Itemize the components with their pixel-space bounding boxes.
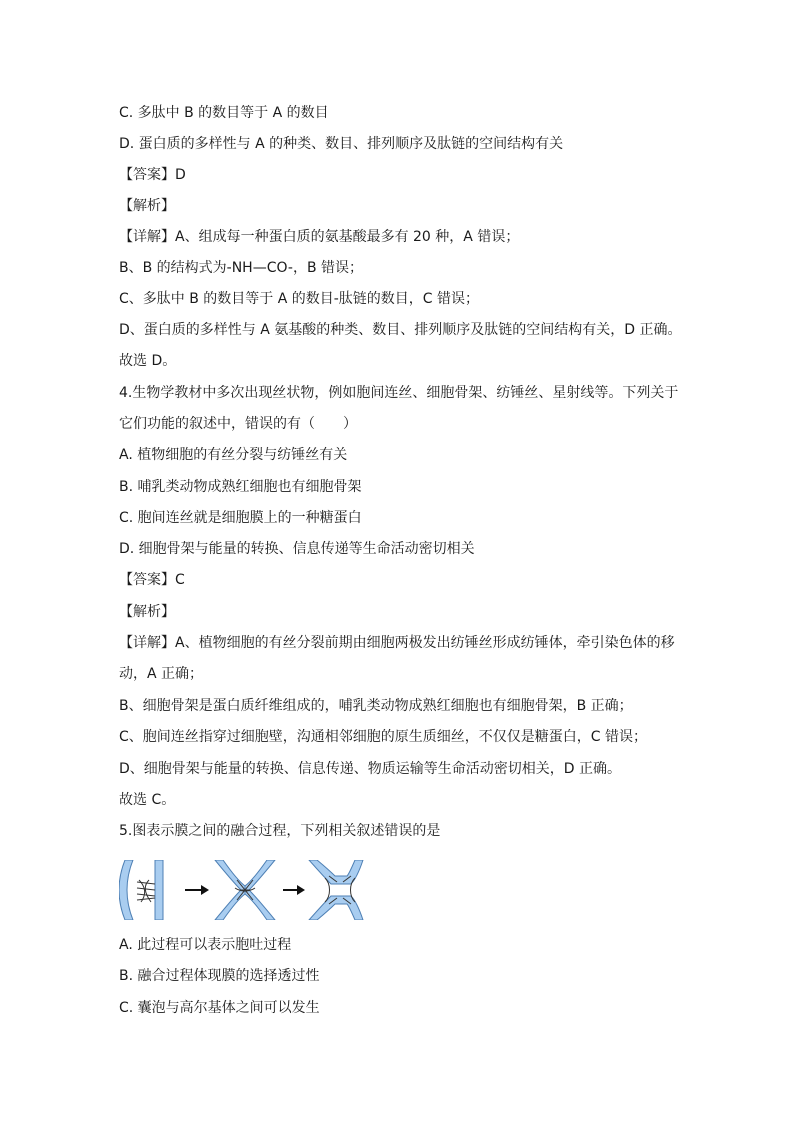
detail-d: D、蛋白质的多样性与 A 氨基酸的种类、数目、排列顺序及肽链的空间结构有关，D 正确。 bbox=[119, 322, 682, 338]
question-5-stem: 5.图表示膜之间的融合过程，下列相关叙述错误的是 bbox=[119, 823, 441, 839]
q4-detail-a-1: 【详解】A、植物细胞的有丝分裂前期由细胞两极发出纺锤丝形成纺锤体，牵引染色体的移 bbox=[119, 635, 675, 651]
fusion-stage-1 bbox=[119, 860, 163, 920]
q5-option-c: C. 囊泡与高尔基体之间可以发生 bbox=[119, 1000, 320, 1016]
q4-conclusion: 故选 C。 bbox=[119, 792, 176, 808]
question-4-line-1: 4.生物学教材中多次出现丝状物，例如胞间连丝、细胞骨架、纺锤丝、星射线等。下列关于 bbox=[119, 385, 679, 401]
membrane-fusion-figure bbox=[119, 860, 364, 920]
arrow-icon bbox=[185, 885, 209, 895]
q5-option-a: A. 此过程可以表示胞吐过程 bbox=[119, 937, 292, 953]
q4-detail-b: B、细胞骨架是蛋白质纤维组成的，哺乳类动物成熟红细胞也有细胞骨架，B 正确； bbox=[119, 698, 633, 714]
q5-option-b: B. 融合过程体现膜的选择透过性 bbox=[119, 968, 320, 984]
answer-label: 【答案】D bbox=[119, 167, 186, 183]
q4-detail-d: D、细胞骨架与能量的转换、信息传递、物质运输等生命活动密切相关，D 正确。 bbox=[119, 761, 622, 777]
question-4-line-2: 它们功能的叙述中，错误的有（ ） bbox=[119, 416, 357, 432]
detail-c: C、多肽中 B 的数目等于 A 的数目-肽链的数目，C 错误； bbox=[119, 291, 480, 307]
option-c: C. 多肽中 B 的数目等于 A 的数目 bbox=[119, 105, 329, 121]
q4-option-b: B. 哺乳类动物成熟红细胞也有细胞骨架 bbox=[119, 479, 362, 495]
option-d: D. 蛋白质的多样性与 A 的种类、数目、排列顺序及肽链的空间结构有关 bbox=[119, 136, 564, 152]
detail-b: B、B 的结构式为-NH—CO-，B 错误； bbox=[119, 260, 364, 276]
detail-a: 【详解】A、组成每一种蛋白质的氨基酸最多有 20 种，A 错误； bbox=[119, 229, 520, 245]
q4-option-c: C. 胞间连丝就是细胞膜上的一种糖蛋白 bbox=[119, 510, 362, 526]
q4-option-d: D. 细胞骨架与能量的转换、信息传递等生命活动密切相关 bbox=[119, 541, 475, 557]
fusion-stage-2 bbox=[215, 860, 275, 920]
arrow-icon bbox=[283, 885, 305, 895]
q4-detail-c: C、胞间连丝指穿过细胞壁，沟通相邻细胞的原生质细丝，不仅仅是糖蛋白，C 错误； bbox=[119, 729, 647, 745]
analysis-label: 【解析】 bbox=[119, 198, 175, 214]
q4-option-a: A. 植物细胞的有丝分裂与纺锤丝有关 bbox=[119, 447, 348, 463]
q4-detail-a-2: 动，A 正确； bbox=[119, 666, 204, 682]
fusion-stage-3 bbox=[309, 860, 363, 920]
q4-answer: 【答案】C bbox=[119, 572, 185, 588]
conclusion: 故选 D。 bbox=[119, 353, 177, 369]
q4-analysis-label: 【解析】 bbox=[119, 604, 175, 620]
